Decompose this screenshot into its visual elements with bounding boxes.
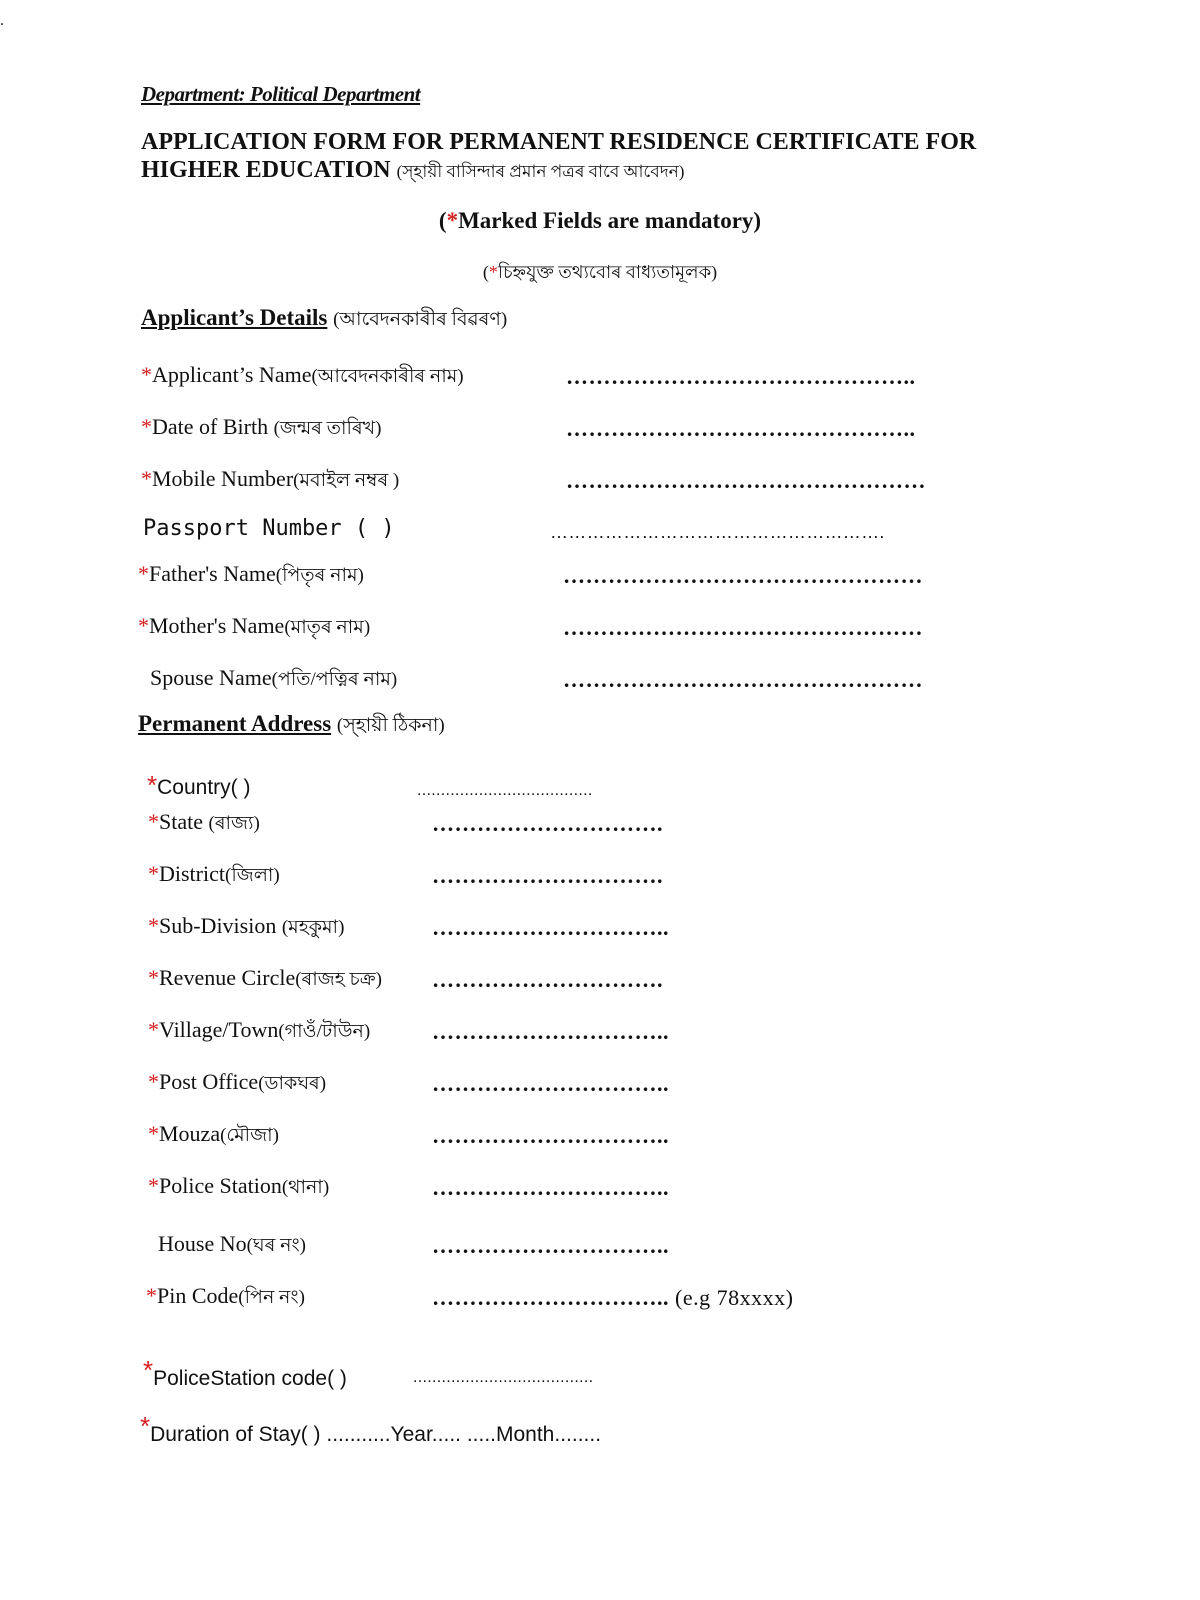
- field-label-as: (পতি/পত্নিৰ নাম): [271, 669, 398, 690]
- field-label-en: Passport Number ( ): [143, 516, 395, 541]
- field-label-as: (গাওঁ/টাউন): [278, 1021, 371, 1042]
- dotted-line: ………………………….: [432, 863, 663, 888]
- dotted-line: ………………………….: [432, 811, 663, 836]
- field-label-as: (মাতৃৰ নাম): [284, 617, 371, 638]
- address-field-label: [148, 1069, 326, 1101]
- field-label-en: Father's Name: [149, 561, 276, 586]
- field-label-as: (ৰাজহ চক্ৰ): [295, 969, 382, 990]
- required-star: *: [148, 861, 159, 886]
- address-field-input[interactable]: [432, 1071, 669, 1097]
- mandatory-note-as-text: চিহ্নযুক্ত তথ্যবোৰ বাধ্যতামূলক): [497, 262, 718, 282]
- dotted-line: …………………………..: [432, 1175, 669, 1200]
- required-star: *: [147, 770, 158, 800]
- address-field-input[interactable]: [432, 863, 663, 889]
- duration-of-stay-text: Duration of Stay( ) ...........Year..... .....Month........: [150, 1423, 602, 1446]
- address-field-label: [158, 1231, 306, 1263]
- required-star: *: [148, 809, 159, 834]
- required-star: *: [148, 913, 159, 938]
- applicant-field-label: [143, 516, 395, 541]
- applicant-field-label: [141, 414, 381, 446]
- field-label-en: Sub-Division: [159, 913, 282, 938]
- address-field-input[interactable]: [432, 967, 663, 993]
- address-field-label: [148, 1017, 370, 1049]
- field-label-en: Mother's Name: [149, 613, 285, 638]
- required-star: *: [148, 1173, 159, 1198]
- form-title-line2-en: HIGHER EDUCATION: [141, 157, 391, 183]
- applicant-field-input[interactable]: ……………………………………………….: [550, 522, 885, 542]
- form-title-line1: APPLICATION FORM FOR PERMANENT RESIDENCE CERTIFICATE FOR: [141, 129, 977, 155]
- required-star: *: [143, 1355, 154, 1385]
- mandatory-note: [0, 208, 1200, 234]
- field-label-as: (পিতৃৰ নাম): [275, 565, 364, 586]
- field-label-en: Mobile Number: [152, 466, 294, 491]
- dotted-line: …………………………..: [432, 915, 669, 940]
- address-field-input[interactable]: [432, 1285, 793, 1311]
- field-label-en: Mouza: [159, 1121, 221, 1146]
- required-star: *: [141, 362, 152, 387]
- address-field-input[interactable]: [432, 915, 669, 941]
- required-star: *: [140, 1411, 151, 1441]
- police-station-code-label: PoliceStation code( ): [153, 1367, 347, 1390]
- duration-of-stay-row[interactable]: [140, 1411, 601, 1447]
- field-label-en: Date of Birth: [152, 414, 274, 439]
- address-field-input[interactable]: [432, 1175, 669, 1201]
- field-label-as: (মহকুমা): [281, 917, 345, 938]
- dotted-line: …………………………..: [432, 1019, 669, 1044]
- required-star: *: [141, 466, 152, 491]
- required-star: *: [146, 1283, 157, 1308]
- required-star: *: [148, 1017, 159, 1042]
- required-star: *: [141, 414, 152, 439]
- field-label-as: (জিলা): [225, 865, 280, 886]
- address-field-input[interactable]: [432, 1019, 669, 1045]
- field-label-en: Pin Code: [157, 1283, 239, 1308]
- applicant-field-label: [150, 665, 397, 697]
- field-label-en: Revenue Circle: [159, 965, 296, 990]
- field-label-as: (পিন নং): [238, 1287, 305, 1308]
- dotted-line: ………………………….: [432, 967, 663, 992]
- pin-code-example: (e.g 78xxxx): [669, 1285, 794, 1310]
- field-label-as: (মবাইল নম্বৰ ): [293, 470, 400, 491]
- permanent-address-title-as: (স্হায়ী ঠিকনা): [336, 715, 445, 736]
- form-title: [141, 128, 976, 186]
- required-star: *: [446, 208, 459, 233]
- form-title-line2: [141, 156, 976, 186]
- applicant-field-input[interactable]: ………………………………………..: [566, 416, 916, 441]
- required-star: *: [488, 262, 498, 282]
- address-field-input[interactable]: [432, 1123, 669, 1149]
- field-label-as: (মৌজা): [220, 1125, 279, 1146]
- field-label-as: (ৰাজ্য): [208, 813, 260, 834]
- applicant-details-title: Applicant’s Details: [141, 305, 328, 330]
- field-label-en: Village/Town: [159, 1017, 279, 1042]
- applicant-field-input[interactable]: …………………………………………: [563, 615, 923, 640]
- required-star: *: [148, 1069, 159, 1094]
- field-label-as: (ঘৰ নং): [246, 1235, 306, 1256]
- form-title-assamese: (স্হায়ী বাসিন্দাৰ প্ৰমান পত্ৰৰ বাবে আবেদন): [396, 162, 685, 181]
- dotted-line: …………………………..: [432, 1071, 669, 1096]
- address-field-label: [146, 1283, 305, 1315]
- field-label-as: (থানা): [281, 1177, 330, 1198]
- applicant-field-label: [138, 561, 364, 593]
- required-star: *: [138, 613, 149, 638]
- country-row: [147, 770, 250, 801]
- field-label-en: Post Office: [159, 1069, 259, 1094]
- applicant-field-input[interactable]: …………………………………………: [563, 563, 923, 588]
- address-field-label: [148, 913, 344, 945]
- applicant-field-input[interactable]: ………………………………………..: [566, 364, 916, 389]
- required-star: *: [138, 561, 149, 586]
- paren: (: [482, 262, 489, 282]
- address-field-label: [148, 965, 382, 997]
- country-label: Country( ): [157, 776, 251, 799]
- applicant-field-label: [141, 466, 399, 498]
- applicant-field-label: [141, 362, 464, 394]
- applicant-details-heading: [141, 305, 507, 337]
- address-field-label: [148, 861, 280, 893]
- permanent-address-heading: [138, 711, 445, 743]
- field-label-as: (ডাকঘৰ): [258, 1073, 327, 1094]
- applicant-field-input[interactable]: …………………………………………: [563, 667, 923, 692]
- address-field-label: [148, 1173, 329, 1205]
- field-label-en: Spouse Name: [150, 665, 272, 690]
- required-star: *: [148, 965, 159, 990]
- field-label-en: State: [159, 809, 209, 834]
- country-input[interactable]: .....................................: [417, 782, 593, 799]
- dotted-line: …………………………..: [432, 1285, 669, 1310]
- address-field-label: [148, 1121, 279, 1153]
- applicant-field-label: [138, 613, 370, 645]
- address-field-input[interactable]: [432, 1233, 669, 1259]
- police-station-code-row: [143, 1355, 347, 1391]
- permanent-address-title: Permanent Address: [138, 711, 332, 736]
- police-station-code-input[interactable]: ......................................: [413, 1369, 594, 1386]
- mandatory-note-text: Marked Fields are mandatory): [458, 208, 762, 233]
- required-star: *: [148, 1121, 159, 1146]
- mandatory-note-assamese: [0, 258, 1200, 289]
- stray-mark: .: [0, 12, 4, 29]
- applicant-field-input[interactable]: …………………………………………: [566, 468, 926, 493]
- dotted-line: …………………………..: [432, 1233, 669, 1258]
- field-label-as: (জন্মৰ তাৰিখ): [273, 418, 382, 439]
- field-label-en: Police Station: [159, 1173, 282, 1198]
- address-field-input[interactable]: [432, 811, 663, 837]
- field-label-en: District: [159, 861, 225, 886]
- field-label-as: (আবেদনকাৰীৰ নাম): [311, 366, 464, 387]
- applicant-details-title-as: (আবেদনকাৰীৰ বিৱৰণ): [333, 309, 508, 330]
- address-field-label: [148, 809, 260, 841]
- field-label-en: Applicant’s Name: [152, 362, 312, 387]
- department-heading: Department: Political Department: [141, 82, 421, 106]
- field-label-en: House No: [158, 1231, 247, 1256]
- dotted-line: …………………………..: [432, 1123, 669, 1148]
- paren: (: [438, 208, 447, 233]
